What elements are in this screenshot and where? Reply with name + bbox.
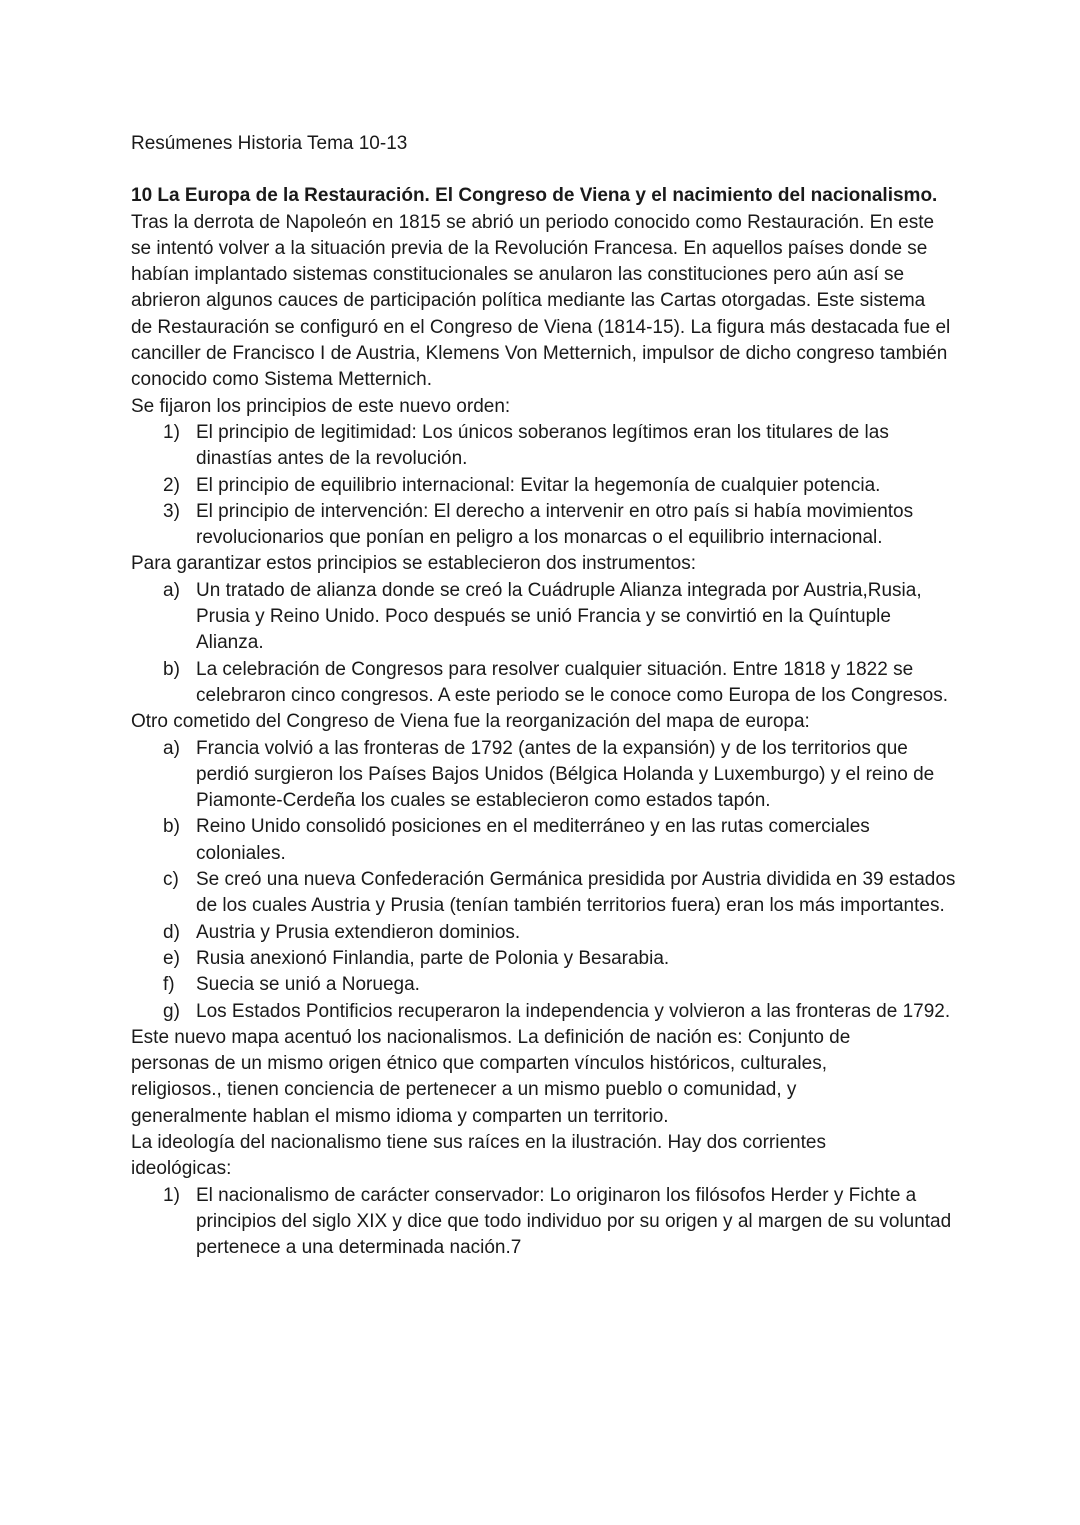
list-marker: b) [163,816,180,838]
list-item [131,946,956,972]
list-item [131,420,956,473]
list-item [131,657,956,710]
list-item-text: El principio de equilibrio internacional: Evitar la hegemonía de cualquier potencia. [196,474,881,496]
map-intro: Otro cometido del Congreso de Viena fue la reorganización del mapa de europa: [131,711,810,733]
document-page [131,131,1011,1261]
ideologies-list [131,1183,1011,1262]
list-marker: f) [163,974,175,996]
list-item-text: Los Estados Pontificios recuperaron la independencia y volvieron a las fronteras de 1792. [196,1000,951,1022]
ideology-intro: La ideología del nacionalismo tiene sus raíces en la ilustración. Hay dos corrientes ideológicas: [131,1131,826,1180]
list-marker: b) [163,658,180,680]
list-item-text: El principio de intervención: El derecho a intervenir en otro país si había movimientos revolucionarios que ponían en peligro a los monarcas o el equilibrio internacional. [196,500,914,549]
instruments-list [131,578,1011,709]
list-item-text: El nacionalismo de carácter conservador: Lo originaron los filósofos Herder y Fichte a principios del siglo XIX y dice que todo individuo por su origen y al margen de su voluntad pertenece a una determinada nación.7 [196,1184,952,1259]
list-item [131,578,956,657]
list-item [131,972,956,998]
list-item [131,736,956,815]
list-marker: 1) [163,421,180,443]
list-item-text: El principio de legitimidad: Los únicos soberanos legítimos eran los titulares de las dinastías antes de la revolución. [196,421,889,470]
list-item [131,920,956,946]
list-item-text: Austria y Prusia extendieron dominios. [196,921,521,943]
principles-intro: Se fijaron los principios de este nuevo orden: [131,395,511,417]
section-title: 10 La Europa de la Restauración. El Congreso de Viena y el nacimiento del nacionalismo. [131,185,938,207]
list-item-text: Se creó una nueva Confederación Germánica presidida por Austria dividida en 39 estados de los cuales Austria y Prusia (tenían también territorios fuera) eran los más importantes. [196,869,956,917]
list-item [131,867,956,920]
document-title: Resúmenes Historia Tema 10-13 [131,133,408,154]
list-marker: e) [163,947,180,969]
map-list [131,736,1011,1025]
list-item-text: Francia volvió a las fronteras de 1792 (antes de la expansión) y de los territorios que perdió surgieron los Países Bajos Unidos (Bélgica Holanda y Luxemburgo) y el reino de Piamonte-Cerdeña los cuales se establecieron como estados tapón. [196,737,935,812]
instruments-intro: Para garantizar estos principios se establecieron dos instrumentos: [131,553,697,575]
principles-list [131,420,1011,551]
list-item-text: La celebración de Congresos para resolver cualquier situación. Entre 1818 y 1822 se celebraron cinco congresos. A este periodo se le conoce como Europa de los Congresos. [196,658,949,706]
list-item [131,999,956,1025]
list-marker: 2) [163,474,180,496]
nation-paragraph: Este nuevo mapa acentuó los nacionalismos. La definición de nación es: Conjunto de personas de un mismo origen étnico que comparten vínculos históricos, culturales, religiosos., tienen conciencia de pertenecer a un mismo pueblo o comunidad, y generalmente hablan el mismo idioma y comparten un territorio. [131,1026,851,1127]
list-item [131,499,956,552]
list-item [131,1183,956,1262]
list-item-text: Reino Unido consolidó posiciones en el mediterráneo y en las rutas comerciales coloniales. [196,816,870,864]
list-item [131,814,956,867]
list-item-text: Suecia se unió a Noruega. [196,974,420,996]
list-marker: 3) [163,500,180,522]
intro-paragraph: Tras la derrota de Napoleón en 1815 se abrió un periodo conocido como Restauración. En este se intentó volver a la situación previa de la Revolución Francesa. En aquellos países donde se habían implantado sistemas constitucionales se anularon las constituciones pero aún así se abrieron algunos cauces de participación política mediante las Cartas otorgadas. Este sistema de Restauración se configuró en el Congreso de Viena (1814-15). La figura más destacada fue el canciller de Francisco I de Austria, Klemens Von Metternich, impulsor de dicho congreso también conocido como Sistema Metternich. [131,211,951,391]
list-item-text: Rusia anexionó Finlandia, parte de Polonia y Besarabia. [196,947,670,969]
list-marker: 1) [163,1184,180,1206]
list-marker: g) [163,1000,180,1022]
list-marker: a) [163,737,180,759]
list-marker: a) [163,579,180,601]
list-item [131,473,956,499]
list-marker: d) [163,921,180,943]
list-marker: c) [163,869,179,891]
list-item-text: Un tratado de alianza donde se creó la Cuádruple Alianza integrada por Austria,Rusia, Prusia y Reino Unido. Poco después se unió Francia y se convirtió en la Quíntuple Alianza. [196,579,922,654]
